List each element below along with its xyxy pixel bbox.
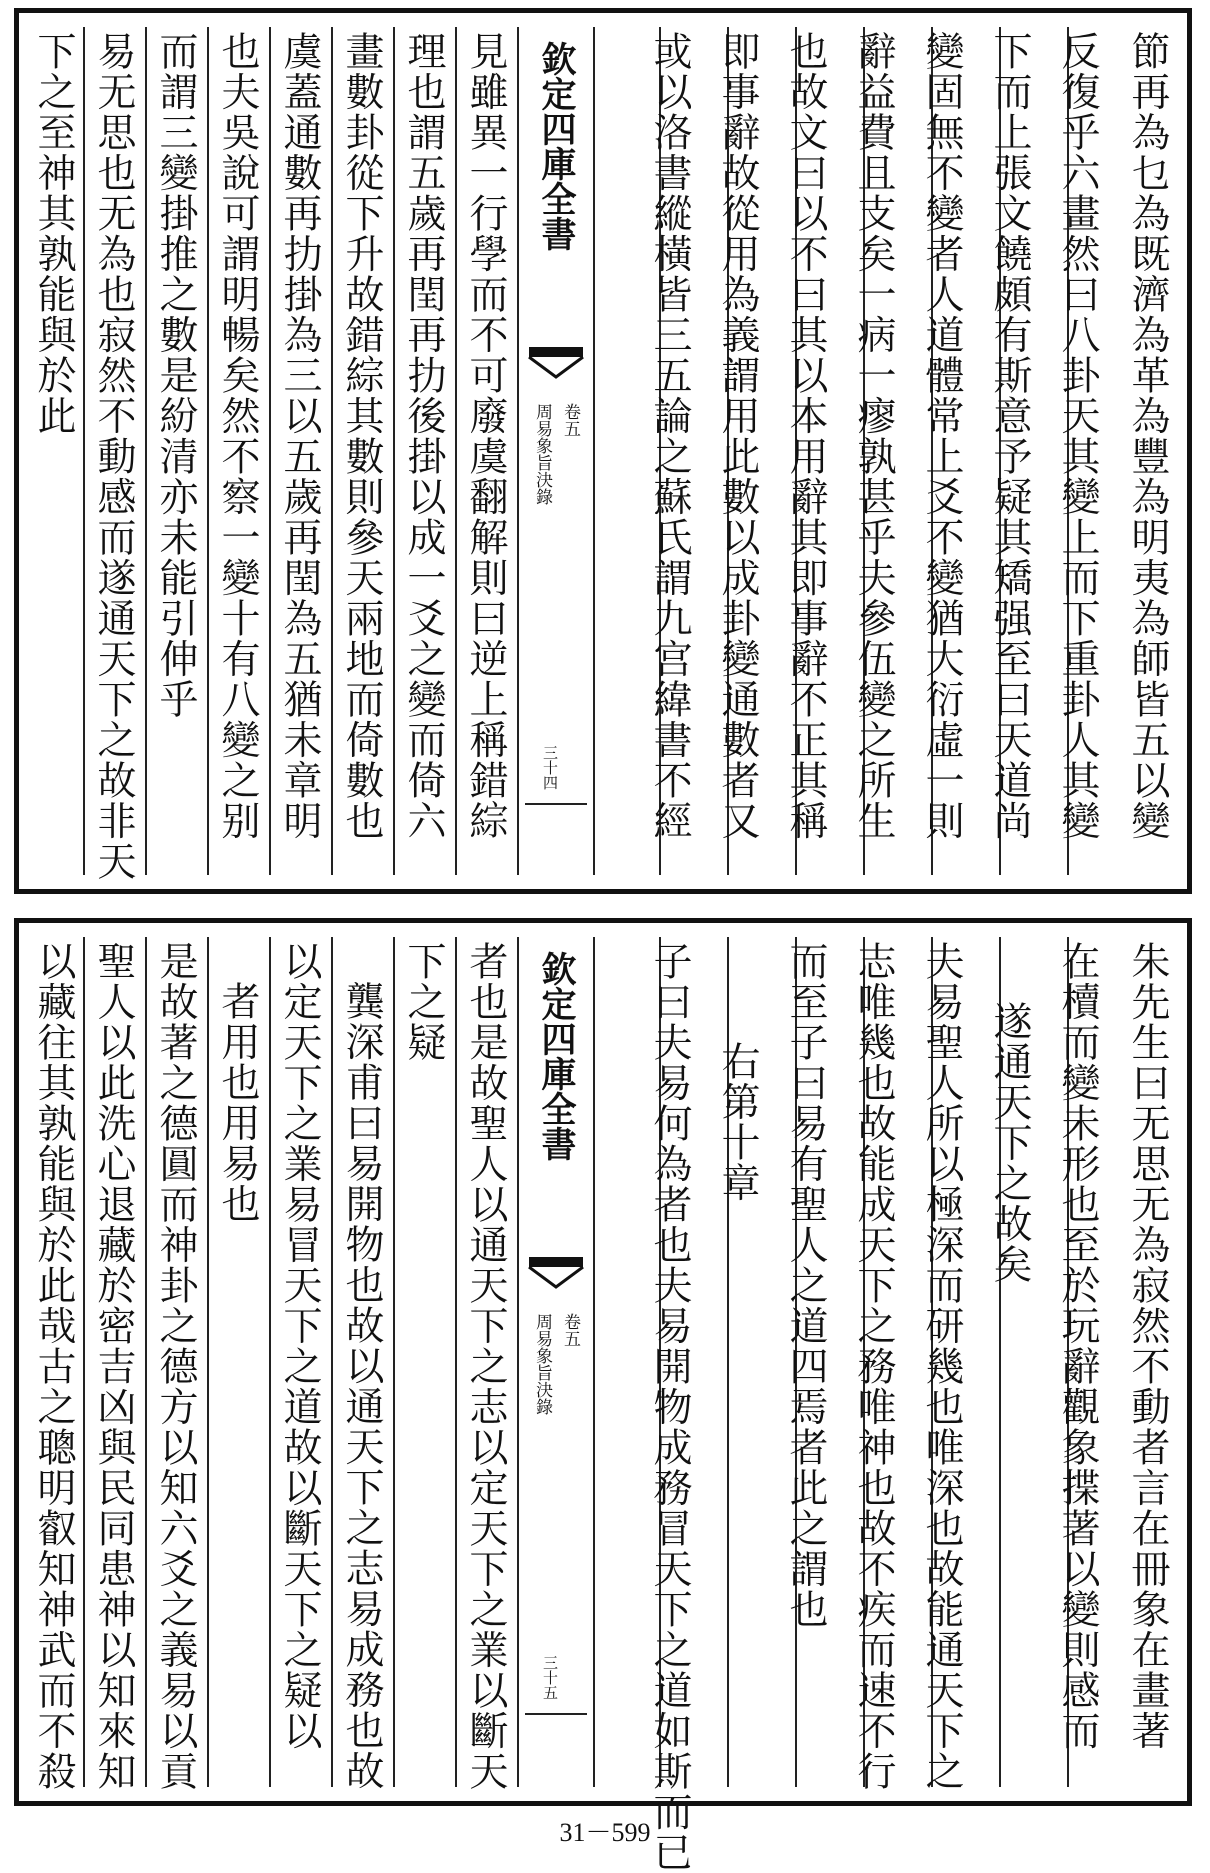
text-column: 而謂三變掛推之數是紛清亦未能引伸乎 <box>153 31 198 720</box>
volume-number: 卷五 <box>560 403 580 437</box>
folio-rule <box>525 803 587 805</box>
column-rule <box>593 27 595 875</box>
text-column: 以藏往其孰能與於此哉古之聰明叡知神武而不殺 <box>31 941 76 1792</box>
volume-number: 卷五 <box>560 1313 580 1347</box>
center-margin <box>521 933 591 1791</box>
text-column: 見雖異一行學而不可廢虞翻解則曰逆上稱錯綜 <box>463 31 508 841</box>
page-reference: 31－599 <box>559 1818 651 1847</box>
folio-rule <box>525 1713 587 1715</box>
text-column: 即事辭故從用為義謂用此數以成卦變通數者又 <box>715 31 760 841</box>
column-rule <box>593 937 595 1787</box>
text-column: 者用也用易也 <box>215 981 260 1224</box>
text-column: 子曰夫易何為者也夫易開物成務冒天下之道如斯而已 <box>647 941 692 1873</box>
text-column: 龔深甫曰易開物也故以通天下之志易成務也故 <box>339 981 384 1791</box>
text-column: 下之至神其孰能與於此 <box>31 31 76 436</box>
text-column: 朱先生曰无思无為寂然不動者言在冊象在畫著 <box>1125 941 1170 1751</box>
volume-title: 周易象旨決錄 <box>532 403 552 505</box>
text-column: 志唯幾也故能成天下之務唯神也故不疾而速不行 <box>851 941 896 1792</box>
text-column: 也夫吳說可謂明暢矣然不察一變十有八變之别 <box>215 31 260 841</box>
text-column: 在櫝而變未形也至於玩辭觀象揲著以變則感而 <box>1055 941 1100 1751</box>
center-margin <box>521 23 591 879</box>
folio-number: 三十四 <box>541 745 559 790</box>
text-column: 或以洛書縱橫皆三五論之蘇氏謂九宫緯書不經 <box>647 31 692 841</box>
text-column: 易无思也无為也寂然不動感而遂通天下之故非天 <box>91 31 136 882</box>
text-column: 下之疑 <box>401 941 446 1063</box>
column-rule <box>517 937 519 1787</box>
fish-tail-mark-icon <box>527 345 585 389</box>
text-column: 辭益費且支矣一病一瘳孰甚乎夫參伍變之所生 <box>851 31 896 841</box>
text-column: 是故著之德圓而神卦之德方以知六爻之義易以貢 <box>153 941 198 1792</box>
text-column: 變固無不變者人道體常上爻不變猶大衍虛一則 <box>919 31 964 841</box>
text-column: 下而上張文饒頗有斯意予疑其矯强至曰天道尚 <box>987 31 1032 841</box>
text-column: 節再為乜為既濟為革為豐為明夷為師皆五以變 <box>1125 31 1170 841</box>
book-title: 欽定四庫全書 <box>536 951 577 1161</box>
book-title: 欽定四庫全書 <box>536 41 577 251</box>
column-rule <box>517 27 519 875</box>
text-column: 者也是故聖人以通天下之志以定天下之業以斷天 <box>463 941 508 1792</box>
text-column: 以定天下之業易冒天下之道故以斷天下之疑以 <box>277 941 322 1751</box>
text-column: 而至子曰易有聖人之道四焉者此之謂也 <box>783 941 828 1630</box>
text-column: 遂通天下之故矣 <box>987 1001 1032 1285</box>
fish-tail-mark-icon <box>527 1255 585 1299</box>
text-column: 反復乎六畫然曰八卦天其變上而下重卦人其變 <box>1055 31 1100 841</box>
text-column: 也故文曰以不曰其以本用辭其即事辭不正其稱 <box>783 31 828 841</box>
folio-number: 三十五 <box>541 1655 559 1700</box>
section-heading: 右第十章 <box>715 1041 760 1203</box>
text-column: 虞蓋通數再扐掛為三以五歲再閏為五猶未章明 <box>277 31 322 841</box>
text-column: 聖人以此洗心退藏於密吉凶與民同患神以知來知 <box>91 941 136 1792</box>
top-page <box>14 8 1192 894</box>
text-column: 夫易聖人所以極深而研幾也唯深也故能通天下之 <box>919 941 964 1792</box>
text-column: 畫數卦從下升故錯綜其數則參天兩地而倚數也 <box>339 31 384 841</box>
text-column: 理也謂五歲再閏再扐後掛以成一爻之變而倚六 <box>401 31 446 841</box>
column-rule <box>393 937 395 1787</box>
volume-title: 周易象旨決錄 <box>532 1313 552 1415</box>
